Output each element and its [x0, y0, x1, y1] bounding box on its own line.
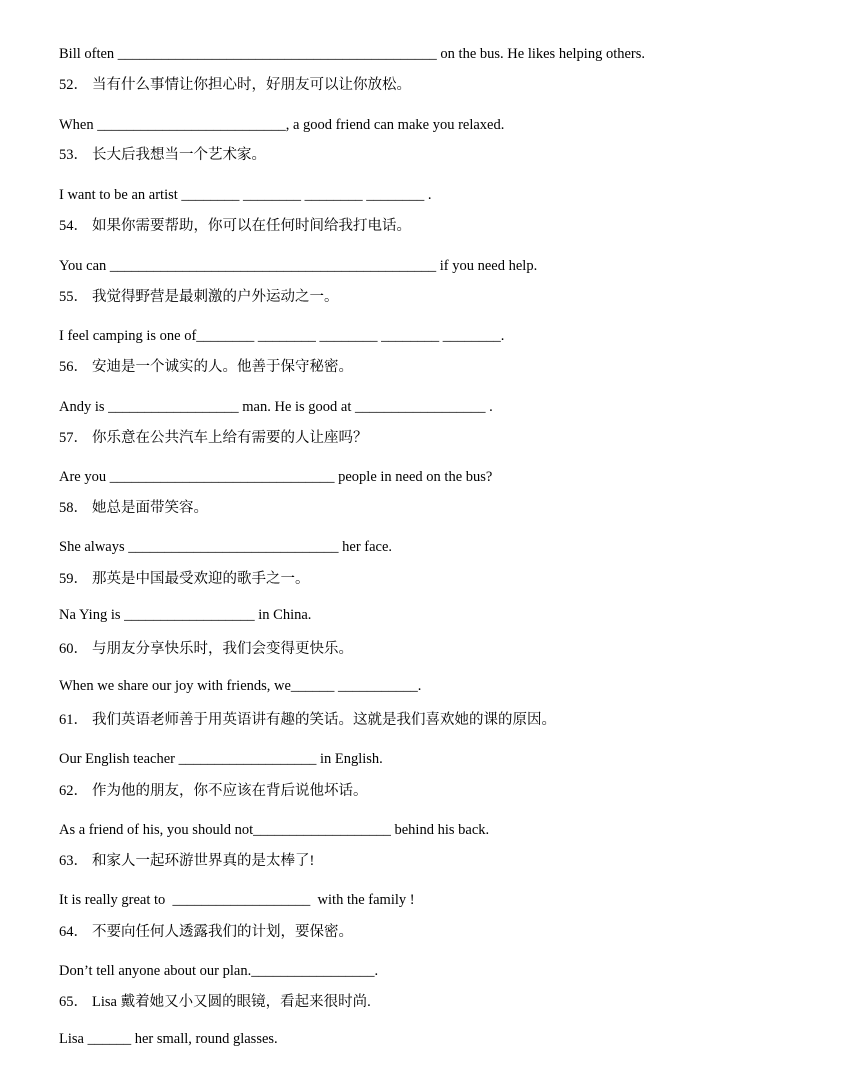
question-prompt: 那英是中国最受欢迎的歌手之一。 [92, 571, 310, 587]
answer-line-64: Don’t tell anyone about our plan._________________. [59, 963, 379, 979]
answer-line-55: I feel camping is one of________ ________ ________ ________ ________. [59, 328, 505, 344]
question-63 [59, 852, 314, 870]
question-prompt: 我觉得野营是最刺激的户外运动之一。 [92, 289, 339, 305]
question-number: 65． [59, 994, 88, 1010]
question-number: 63． [59, 853, 88, 869]
question-prompt: 与朋友分享快乐时，我们会变得更快乐。 [92, 641, 353, 657]
answer-line-61: Our English teacher ___________________ in English. [59, 751, 383, 767]
question-52 [59, 76, 411, 94]
question-64 [59, 923, 353, 941]
question-number: 64． [59, 924, 88, 940]
question-prompt: 不要向任何人透露我们的计划，要保密。 [92, 924, 353, 940]
answer-line-57: Are you _______________________________ people in need on the bus? [59, 469, 493, 485]
question-number: 53． [59, 147, 88, 163]
question-number: 60． [59, 641, 88, 657]
question-number: 59． [59, 571, 88, 587]
question-54 [59, 217, 411, 235]
question-number: 62． [59, 783, 88, 799]
question-55 [59, 288, 339, 306]
question-number: 52． [59, 77, 88, 93]
question-number: 56． [59, 359, 88, 375]
question-prompt: 你乐意在公共汽车上给有需要的人让座吗？ [92, 430, 368, 446]
question-57 [59, 429, 368, 447]
question-61 [59, 711, 556, 729]
question-58 [59, 499, 208, 517]
answer-line-63: It is really great to ___________________ with the family ! [59, 892, 415, 908]
question-prompt: 安迪是一个诚实的人。他善于保守秘密。 [92, 359, 353, 375]
question-62 [59, 782, 368, 800]
answer-line-59: Na Ying is __________________ in China. [59, 607, 312, 623]
question-53 [59, 146, 266, 164]
answer-line-56: Andy is __________________ man. He is good at __________________ . [59, 399, 493, 415]
question-number: 61． [59, 712, 88, 728]
question-prompt: 她总是面带笑容。 [92, 500, 208, 516]
answer-line-54: You can _____________________________________________ if you need help. [59, 258, 538, 274]
question-prompt: 长大后我想当一个艺术家。 [92, 147, 266, 163]
question-65 [59, 993, 371, 1011]
question-prompt: Lisa 戴着她又小又圆的眼镜，看起来很时尚. [92, 994, 371, 1010]
question-number: 54． [59, 218, 88, 234]
answer-line-51: Bill often ____________________________________________ on the bus. He likes helping others. [59, 46, 646, 62]
answer-line-58: She always _____________________________ her face. [59, 539, 393, 555]
question-prompt: 和家人一起环游世界真的是太棒了! [92, 853, 315, 869]
question-prompt: 我们英语老师善于用英语讲有趣的笑话。这就是我们喜欢她的课的原因。 [92, 712, 556, 728]
question-59 [59, 570, 310, 588]
question-number: 55． [59, 289, 88, 305]
answer-line-65: Lisa ______ her small, round glasses. [59, 1031, 278, 1047]
answer-line-60: When we share our joy with friends, we______ ___________. [59, 678, 422, 694]
answer-line-52: When __________________________, a good friend can make you relaxed. [59, 117, 505, 133]
question-number: 58． [59, 500, 88, 516]
question-60 [59, 640, 353, 658]
question-56 [59, 358, 353, 376]
question-prompt: 作为他的朋友，你不应该在背后说他坏话。 [92, 783, 368, 799]
question-prompt: 如果你需要帮助，你可以在任何时间给我打电话。 [92, 218, 411, 234]
answer-line-62: As a friend of his, you should not___________________ behind his back. [59, 822, 490, 838]
answer-line-53: I want to be an artist ________ ________ ________ ________ . [59, 187, 432, 203]
question-number: 57． [59, 430, 88, 446]
question-prompt: 当有什么事情让你担心时，好朋友可以让你放松。 [92, 77, 411, 93]
